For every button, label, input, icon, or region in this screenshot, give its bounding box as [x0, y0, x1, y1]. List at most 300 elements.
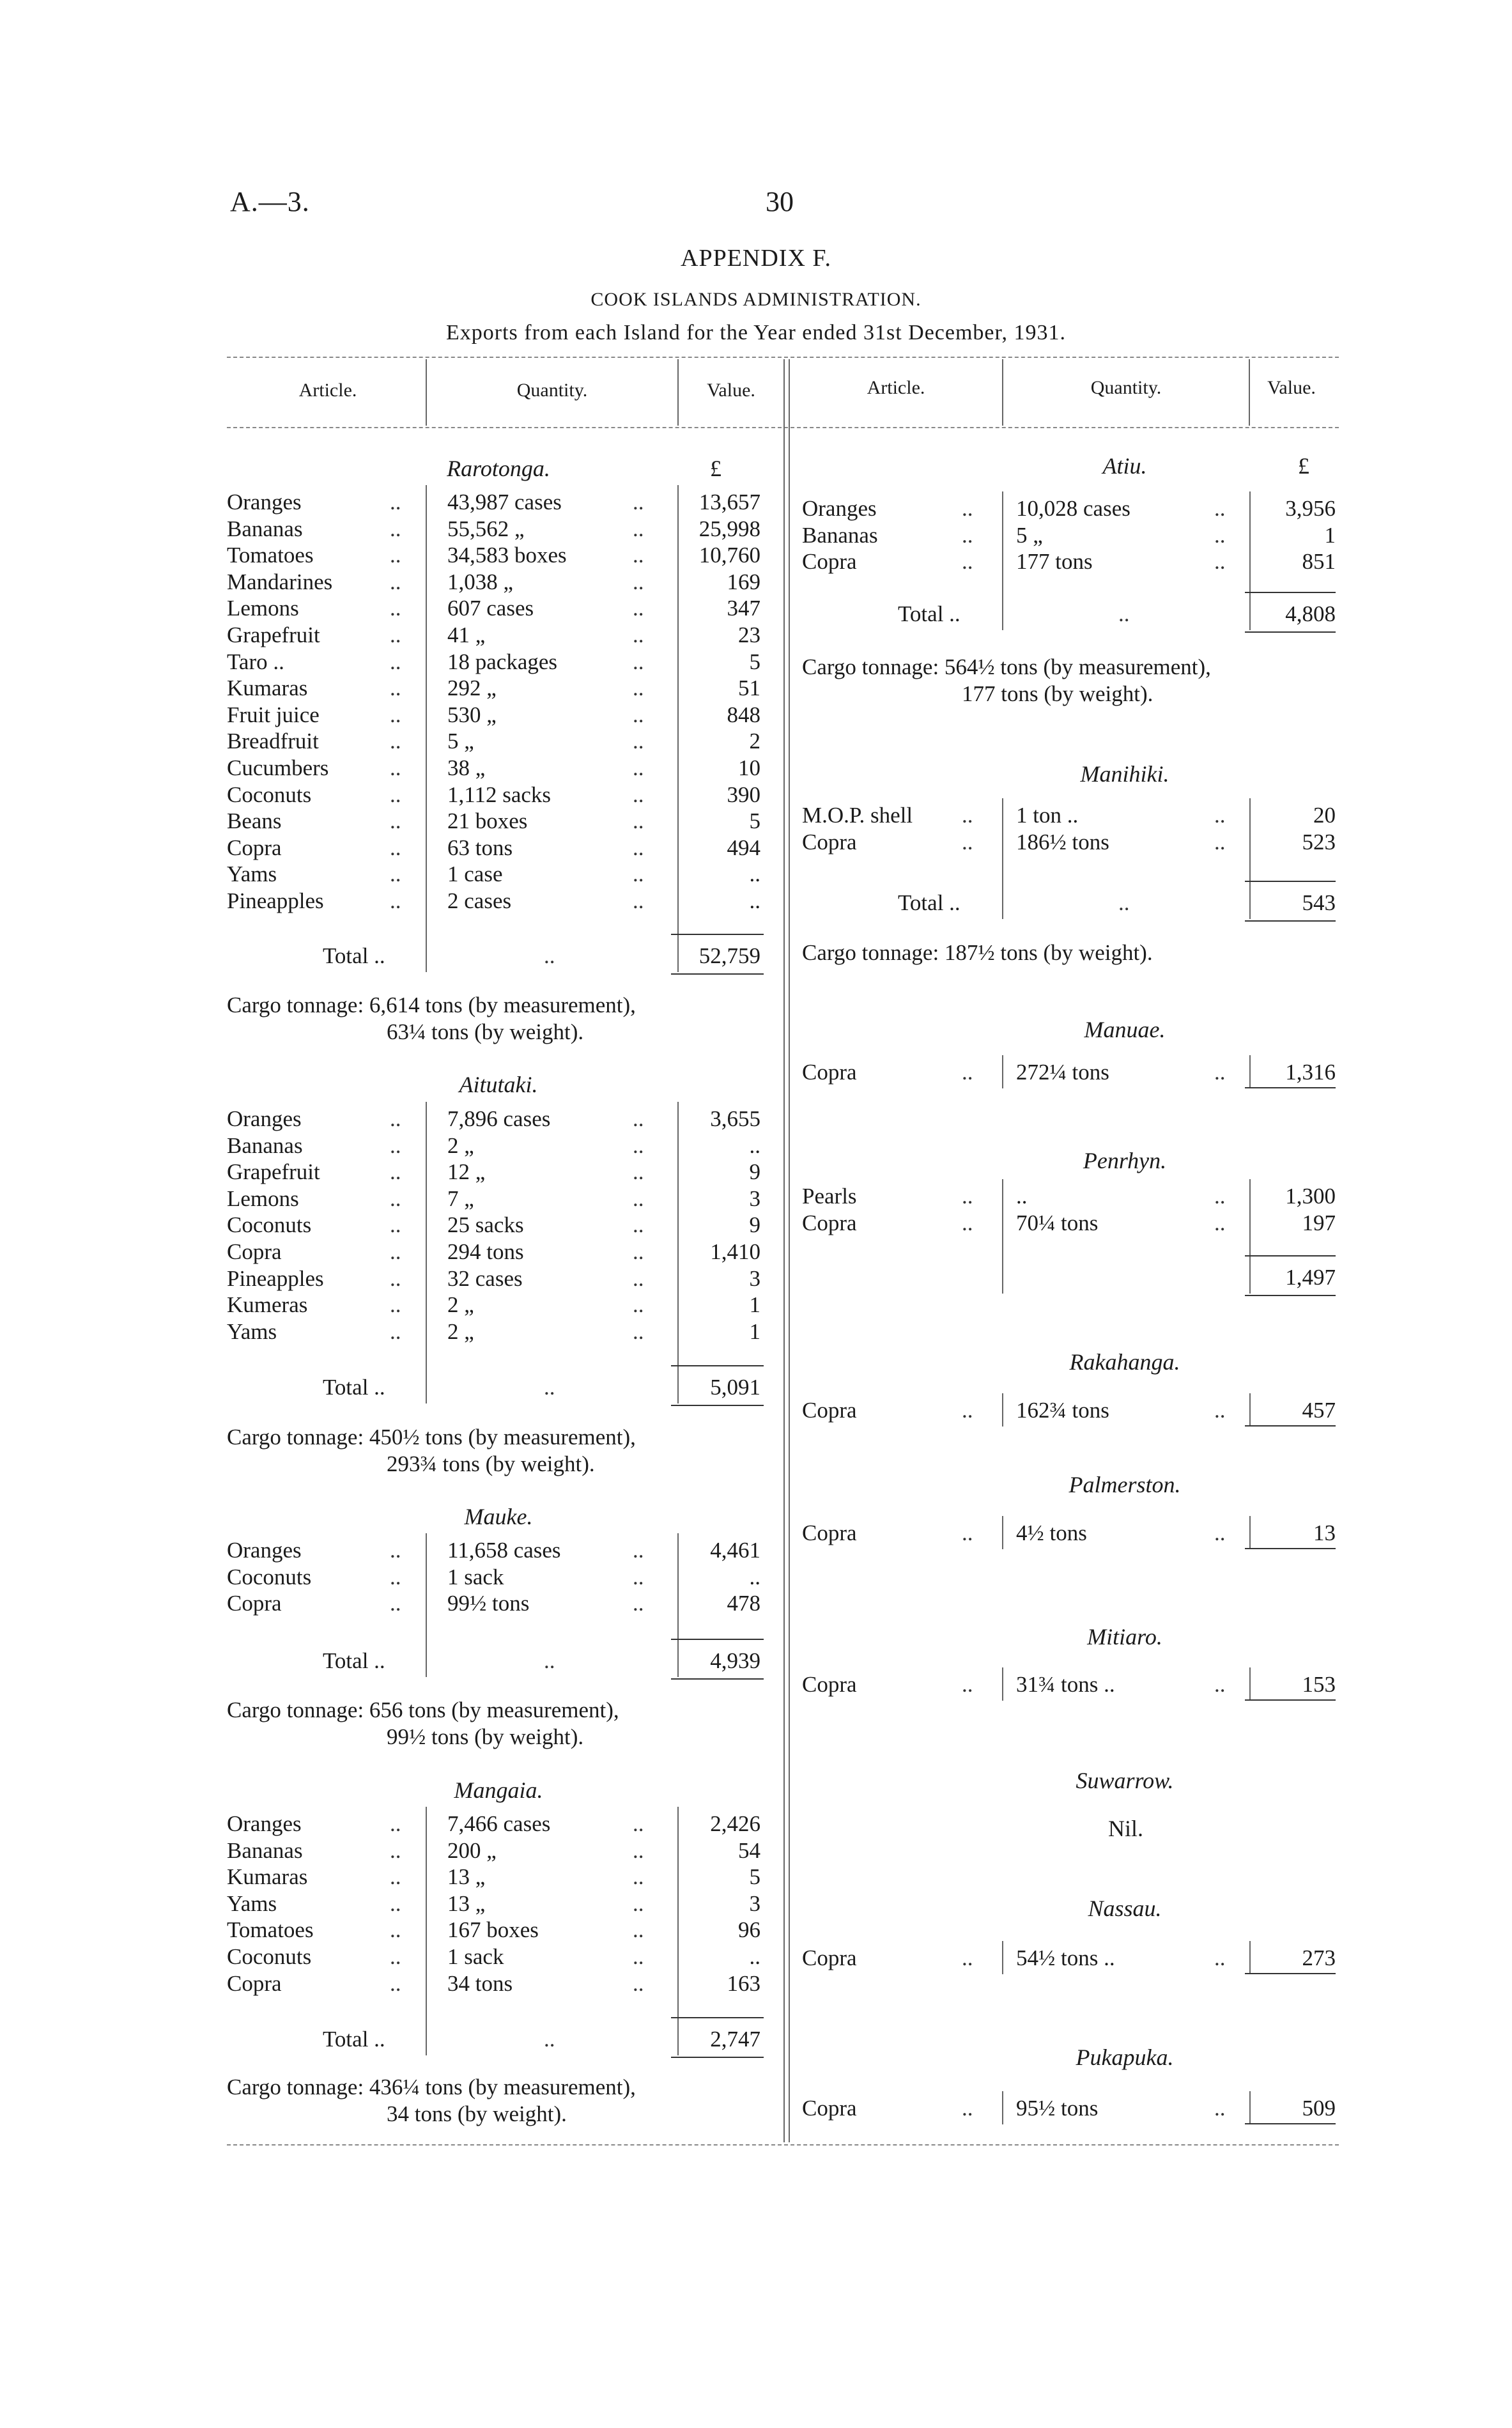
article-cell: Copra [227, 1591, 282, 1616]
quantity-cell: 11,658 cases [447, 1538, 561, 1563]
leader-dots: .. [1214, 803, 1226, 828]
value-underline [1245, 1699, 1336, 1701]
leader-dots: .. [633, 622, 644, 647]
leader-dots: .. [390, 543, 401, 568]
leader-dots: .. [390, 888, 401, 913]
cargo-tonnage-note: Cargo tonnage: 656 tons (by measurement), [227, 1697, 619, 1722]
value-cell: 1 [749, 1292, 760, 1317]
quantity-cell: 186½ tons [1016, 830, 1109, 854]
quantity-cell: 4½ tons [1016, 1520, 1087, 1545]
column-header-value: Value. [1267, 377, 1316, 398]
table-row [0, 1590, 1512, 1617]
quantity-cell: 2 cases [447, 888, 512, 913]
value-cell: 1,316 [1285, 1060, 1336, 1085]
value-cell: .. [749, 1565, 760, 1589]
leader-dots: .. [390, 1239, 401, 1264]
article-cell: Copra [802, 830, 857, 854]
total-label: Total .. [323, 1648, 385, 1673]
total-label: Total .. [898, 890, 960, 915]
article-cell: M.O.P. shell [802, 803, 913, 828]
leader-dots: .. [1214, 523, 1226, 548]
value-cell: 2 [749, 729, 760, 754]
table-row [0, 1239, 1512, 1265]
article-cell: Copra [227, 1971, 282, 1996]
leader-dots: .. [390, 569, 401, 594]
island-name: Mangaia. [454, 1777, 543, 1803]
quantity-cell: 13 „ [447, 1891, 486, 1916]
leader-dots: .. [390, 755, 401, 780]
table-row [0, 1891, 1512, 1917]
cargo-tonnage-note: 177 tons (by weight). [962, 681, 1153, 706]
table-row [0, 702, 1512, 729]
article-cell: Pearls [802, 1184, 857, 1209]
total-row [0, 890, 1512, 916]
table-row [0, 1671, 1512, 1698]
table-row [0, 522, 1512, 549]
island-name: Rarotonga. [447, 456, 550, 481]
quantity-cell: 1,038 „ [447, 569, 514, 594]
value-cell: 5 [749, 1864, 760, 1889]
leader-dots: .. [390, 1133, 401, 1158]
quantity-cell: 7,896 cases [447, 1106, 551, 1131]
total-underline [671, 973, 764, 975]
quantity-cell: 95½ tons [1016, 2096, 1099, 2121]
leader-dots: .. [390, 1811, 401, 1836]
value-cell: 5 [749, 808, 760, 833]
article-cell: Copra [802, 1672, 857, 1697]
leader-dots: .. [962, 830, 973, 854]
value-cell: 9 [749, 1212, 760, 1237]
leader-dots: .. [390, 596, 401, 621]
leader-dots: .. [633, 1591, 644, 1616]
leader-dots: .. [633, 1565, 644, 1589]
column-rule [677, 1102, 679, 1403]
column-rule [1002, 1393, 1003, 1427]
leader-dots: .. [1118, 601, 1130, 626]
table-row [0, 1133, 1512, 1159]
value-cell: 851 [1302, 549, 1336, 574]
leader-dots: .. [390, 676, 401, 700]
leader-dots: .. [390, 1292, 401, 1317]
value-cell: 1,410 [710, 1239, 760, 1264]
value-cell: 390 [727, 782, 760, 807]
leader-dots: .. [633, 1917, 644, 1942]
cargo-tonnage-note: 63¼ tons (by weight). [387, 1019, 584, 1044]
quantity-cell: 43,987 cases [447, 490, 562, 514]
quantity-cell: 5 „ [1016, 523, 1043, 548]
total-underline [671, 2057, 764, 2058]
leader-dots: .. [1214, 2096, 1226, 2121]
article-cell: Copra [802, 549, 857, 574]
leader-dots: .. [1118, 890, 1130, 915]
table-bottom-rule [227, 2144, 1339, 2146]
cargo-tonnage-note: Cargo tonnage: 187½ tons (by weight). [802, 940, 1153, 965]
value-cell: 10,760 [698, 543, 760, 568]
total-value: 52,759 [698, 943, 760, 968]
article-cell: Coconuts [227, 782, 312, 807]
page-number: 30 [766, 186, 794, 217]
total-rule [1245, 592, 1336, 593]
leader-dots: .. [1214, 549, 1226, 574]
column-rule [1249, 1667, 1251, 1701]
quantity-cell: 162¾ tons [1016, 1398, 1109, 1423]
value-cell: 457 [1302, 1398, 1336, 1423]
value-underline [1245, 2123, 1336, 2124]
article-cell: Copra [802, 1398, 857, 1423]
table-row [0, 728, 1512, 755]
article-cell: Copra [802, 1520, 857, 1545]
article-cell: Copra [227, 1239, 282, 1264]
table-row [0, 548, 1512, 575]
article-cell: Yams [227, 1891, 277, 1916]
quantity-cell: 177 tons [1016, 549, 1093, 574]
administration-title: COOK ISLANDS ADMINISTRATION. [590, 289, 922, 310]
leader-dots: .. [962, 496, 973, 521]
value-underline [1245, 1973, 1336, 1974]
leader-dots: .. [633, 1239, 644, 1264]
leader-dots: .. [633, 596, 644, 621]
leader-dots: .. [544, 1375, 555, 1400]
island-name: Mauke. [464, 1504, 533, 1529]
leader-dots: .. [390, 1891, 401, 1916]
leader-dots: .. [390, 1838, 401, 1863]
column-header-value: Value. [707, 380, 755, 401]
article-cell: Kumaras [227, 676, 308, 700]
leader-dots: .. [633, 543, 644, 568]
article-cell: Grapefruit [227, 1159, 320, 1184]
value-cell: 2,426 [710, 1811, 760, 1836]
leader-dots: .. [1214, 1184, 1226, 1209]
value-cell: 848 [727, 702, 760, 727]
total-row [0, 943, 1512, 970]
leader-dots: .. [1214, 1945, 1226, 1970]
leader-dots: .. [633, 1811, 644, 1836]
leader-dots: .. [390, 1591, 401, 1616]
article-cell: Oranges [227, 1811, 302, 1836]
value-cell: 163 [727, 1971, 760, 1996]
total-value: 5,091 [710, 1375, 760, 1400]
article-cell: Kumeras [227, 1292, 308, 1317]
leader-dots: .. [633, 729, 644, 754]
leader-dots: .. [1214, 1398, 1226, 1423]
total-rule [671, 934, 764, 935]
quantity-cell: 70¼ tons [1016, 1210, 1099, 1235]
leader-dots: .. [390, 622, 401, 647]
article-cell: Bananas [802, 523, 878, 548]
value-cell: 54 [738, 1838, 760, 1863]
leader-dots: .. [962, 1210, 973, 1235]
article-cell: Coconuts [227, 1212, 312, 1237]
table-row [0, 861, 1512, 888]
quantity-cell: 13 „ [447, 1864, 486, 1889]
total-label: Total .. [898, 601, 960, 626]
leader-dots: .. [633, 1838, 644, 1863]
value-cell: .. [749, 1944, 760, 1969]
leader-dots: .. [962, 1520, 973, 1545]
leader-dots: .. [1214, 1520, 1226, 1545]
quantity-cell: 31¾ tons .. [1016, 1672, 1115, 1697]
article-cell: Oranges [227, 490, 302, 514]
island-name: Suwarrow. [1076, 1768, 1174, 1793]
table-row [0, 1159, 1512, 1186]
quantity-cell: 1,112 sacks [447, 782, 552, 807]
leader-dots: .. [633, 1944, 644, 1969]
leader-dots: .. [390, 1917, 401, 1942]
leader-dots: .. [390, 1319, 401, 1344]
total-rule [1245, 881, 1336, 882]
value-cell: 1 [1324, 523, 1336, 548]
leader-dots: .. [962, 1060, 973, 1085]
total-rule [671, 1365, 764, 1366]
leader-dots: .. [544, 943, 555, 968]
leader-dots: .. [390, 1159, 401, 1184]
leader-dots: .. [390, 862, 401, 886]
article-cell: Oranges [227, 1106, 302, 1131]
quantity-cell: 41 „ [447, 622, 486, 647]
quantity-cell: 1 sack [447, 1565, 504, 1589]
value-underline [1245, 1425, 1336, 1427]
table-row [0, 675, 1512, 702]
column-rule [1249, 1393, 1251, 1427]
quantity-cell: 63 tons [447, 835, 513, 860]
total-row [0, 2026, 1512, 2053]
island-name: Manuae. [1084, 1017, 1166, 1042]
leader-dots: .. [544, 2027, 555, 2052]
leader-dots: .. [633, 835, 644, 860]
total-underline [1245, 631, 1336, 633]
island-name: Nassau. [1088, 1896, 1162, 1921]
value-cell: 478 [727, 1591, 760, 1616]
total-underline [1245, 1295, 1336, 1296]
leader-dots: .. [390, 729, 401, 754]
value-cell: 169 [727, 569, 760, 594]
quantity-cell: 1 case [447, 862, 503, 886]
leader-dots: .. [390, 1106, 401, 1131]
cargo-tonnage-note: 34 tons (by weight). [387, 2101, 567, 2126]
quantity-cell: 21 boxes [447, 808, 528, 833]
leader-dots: .. [390, 1864, 401, 1889]
total-value: 4,939 [710, 1648, 760, 1673]
quantity-cell: 34,583 boxes [447, 543, 567, 568]
cargo-tonnage-note: 99½ tons (by weight). [387, 1724, 584, 1749]
leader-dots: .. [633, 808, 644, 833]
leader-dots: .. [633, 1971, 644, 1996]
value-cell: 20 [1313, 803, 1336, 828]
quantity-cell: 18 packages [447, 649, 558, 674]
value-cell: 3,655 [710, 1106, 760, 1131]
leader-dots: .. [1214, 830, 1226, 854]
column-rule [1002, 2091, 1003, 2124]
total-value: 4,808 [1285, 601, 1336, 626]
nil-entry: Nil. [1107, 1816, 1143, 1841]
leader-dots: .. [633, 1864, 644, 1889]
leader-dots: .. [633, 1159, 644, 1184]
currency-symbol: £ [710, 456, 721, 481]
quantity-cell: 530 „ [447, 702, 497, 727]
table-row [0, 1318, 1512, 1345]
table-subtitle: Exports from each Island for the Year ended 31st December, 1931. [446, 321, 1066, 344]
column-rule [1249, 1516, 1251, 1549]
column-header-article: Article. [298, 380, 357, 401]
value-cell: 23 [738, 622, 760, 647]
value-cell: 197 [1302, 1210, 1336, 1235]
value-underline [1245, 1548, 1336, 1549]
quantity-cell: 32 cases [447, 1266, 523, 1291]
header-bottom-rule [227, 427, 1339, 428]
article-cell: Tomatoes [227, 543, 314, 568]
table-row [0, 1520, 1512, 1547]
leader-dots: .. [962, 523, 973, 548]
island-name: Mitiaro. [1087, 1624, 1162, 1650]
table-row [0, 1564, 1512, 1591]
leader-dots: .. [390, 516, 401, 541]
quantity-cell: 25 sacks [447, 1212, 524, 1237]
value-cell: .. [749, 862, 760, 886]
leader-dots: .. [633, 649, 644, 674]
appendix-title: APPENDIX F. [681, 245, 831, 272]
leader-dots: .. [390, 1212, 401, 1237]
quantity-cell: 167 boxes [447, 1917, 539, 1942]
quantity-cell: 2 „ [447, 1319, 474, 1344]
article-cell: Bananas [227, 1133, 303, 1158]
column-rule [1002, 1941, 1003, 1974]
total-row [0, 1264, 1512, 1291]
value-cell: 3 [749, 1891, 760, 1916]
quantity-cell: .. [1016, 1184, 1028, 1209]
leader-dots: .. [962, 1184, 973, 1209]
island-name: Aitutaki. [459, 1072, 538, 1097]
island-name: Manihiki. [1080, 761, 1169, 787]
value-cell: 494 [727, 835, 760, 860]
article-cell: Yams [227, 1319, 277, 1344]
article-cell: Copra [802, 1060, 857, 1085]
quantity-cell: 7,466 cases [447, 1811, 551, 1836]
value-cell: 3 [749, 1266, 760, 1291]
value-cell: 5 [749, 649, 760, 674]
cargo-tonnage-note: Cargo tonnage: 436¼ tons (by measurement), [227, 2075, 636, 2099]
leader-dots: .. [962, 1945, 973, 1970]
total-rule [671, 1639, 764, 1640]
total-label: Total .. [323, 1375, 385, 1400]
article-cell: Copra [227, 835, 282, 860]
value-cell: 1,300 [1285, 1184, 1336, 1209]
leader-dots: .. [633, 1133, 644, 1158]
leader-dots: .. [633, 490, 644, 514]
leader-dots: .. [633, 676, 644, 700]
article-cell: Lemons [227, 596, 299, 621]
quantity-cell: 2 „ [447, 1133, 474, 1158]
article-cell: Mandarines [227, 569, 333, 594]
value-cell: 96 [738, 1917, 760, 1942]
article-cell: Cucumbers [227, 755, 329, 780]
value-cell: 273 [1302, 1945, 1336, 1970]
island-name: Atiu. [1102, 453, 1147, 479]
total-value: 1,497 [1285, 1265, 1336, 1290]
leader-dots: .. [390, 808, 401, 833]
article-cell: Tomatoes [227, 1917, 314, 1942]
value-cell: 25,998 [698, 516, 760, 541]
value-cell: 3 [749, 1186, 760, 1211]
leader-dots: .. [633, 1891, 644, 1916]
article-cell: Copra [802, 2096, 857, 2121]
quantity-cell: 1 sack [447, 1944, 504, 1969]
total-label: Total .. [323, 943, 385, 968]
table-row [0, 495, 1512, 522]
leader-dots: .. [390, 490, 401, 514]
quantity-cell: 99½ tons [447, 1591, 530, 1616]
value-cell: 523 [1302, 830, 1336, 854]
value-cell: 347 [727, 596, 760, 621]
article-cell: Bananas [227, 516, 303, 541]
quantity-cell: 54½ tons .. [1016, 1945, 1115, 1970]
article-cell: Beans [227, 808, 282, 833]
leader-dots: .. [390, 649, 401, 674]
value-cell: 153 [1302, 1672, 1336, 1697]
leader-dots: .. [633, 1106, 644, 1131]
leader-dots: .. [390, 1538, 401, 1563]
leader-dots: .. [633, 782, 644, 807]
table-row [0, 1970, 1512, 1997]
quantity-cell: 38 „ [447, 755, 486, 780]
island-name: Pukapuka. [1076, 2045, 1174, 2070]
leader-dots: .. [962, 549, 973, 574]
leader-dots: .. [390, 1971, 401, 1996]
article-cell: Grapefruit [227, 622, 320, 647]
leader-dots: .. [633, 1212, 644, 1237]
quantity-cell: 200 „ [447, 1838, 497, 1863]
column-rule [1249, 1055, 1251, 1088]
article-cell: Breadfruit [227, 729, 319, 754]
island-name: Penrhyn. [1083, 1148, 1167, 1173]
cargo-tonnage-note: 293¾ tons (by weight). [387, 1451, 595, 1476]
article-cell: Yams [227, 862, 277, 886]
leader-dots: .. [390, 835, 401, 860]
table-row [0, 1397, 1512, 1424]
leader-dots: .. [1214, 1060, 1226, 1085]
article-cell: Coconuts [227, 1565, 312, 1589]
cargo-tonnage-note: Cargo tonnage: 6,614 tons (by measurement), [227, 993, 636, 1017]
leader-dots: .. [1214, 496, 1226, 521]
table-row [0, 755, 1512, 782]
leader-dots: .. [962, 1672, 973, 1697]
leader-dots: .. [633, 516, 644, 541]
article-cell: Pineapples [227, 888, 324, 913]
column-rule [1002, 1055, 1003, 1088]
leader-dots: .. [633, 702, 644, 727]
table-row [0, 1864, 1512, 1891]
total-value: 2,747 [710, 2027, 760, 2052]
column-rule [1249, 2091, 1251, 2124]
leader-dots: .. [390, 1186, 401, 1211]
value-cell: 9 [749, 1159, 760, 1184]
value-cell: 509 [1302, 2096, 1336, 2121]
table-row [0, 1059, 1512, 1086]
quantity-cell: 272¼ tons [1016, 1060, 1109, 1085]
table-row [0, 1106, 1512, 1133]
table-row [0, 2095, 1512, 2122]
quantity-cell: 7 „ [447, 1186, 474, 1211]
article-cell: Oranges [802, 496, 877, 521]
table-row [0, 649, 1512, 676]
value-cell: 1 [749, 1319, 760, 1344]
column-header-article: Article. [867, 377, 925, 398]
column-rule [426, 1102, 427, 1403]
table-top-rule [227, 357, 1339, 358]
quantity-cell: 292 „ [447, 676, 497, 700]
leader-dots: .. [1214, 1210, 1226, 1235]
column-header-quantity: Quantity. [516, 380, 588, 401]
island-name: Palmerston. [1068, 1472, 1181, 1497]
